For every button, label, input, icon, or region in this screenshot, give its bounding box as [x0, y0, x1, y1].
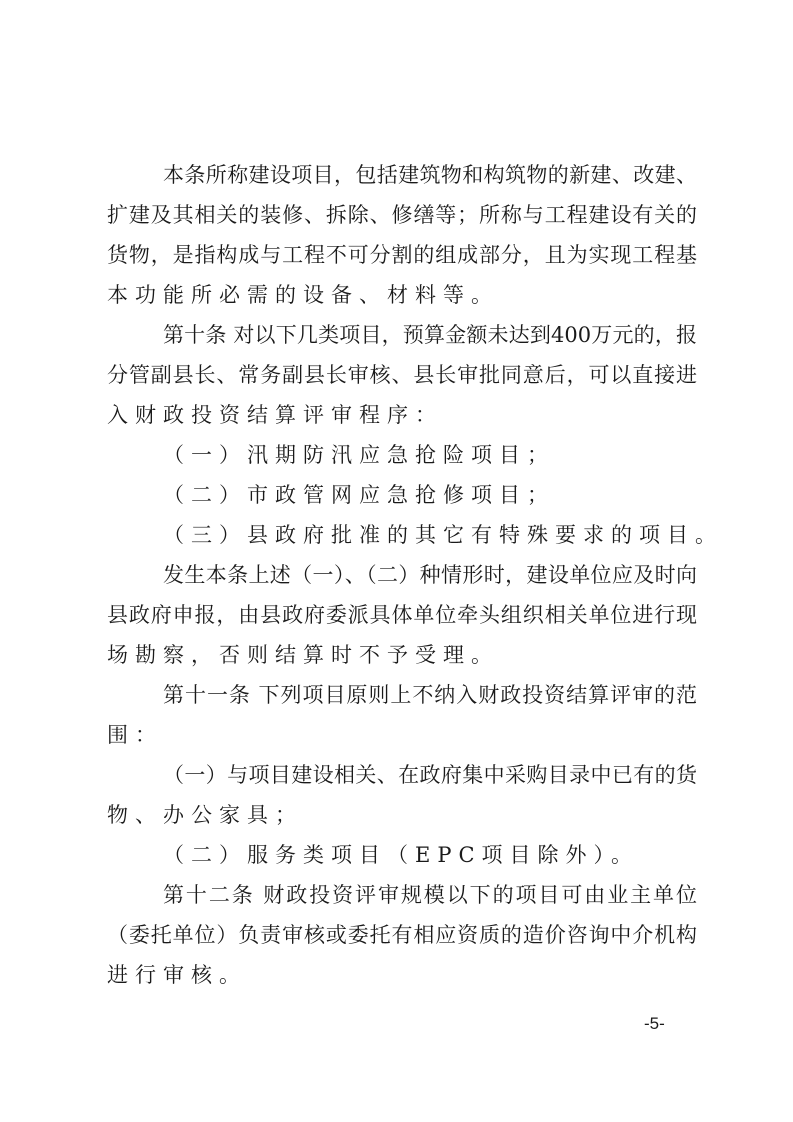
text-line: 入财政投资结算评审程序：: [107, 403, 443, 427]
text-line: 县政府申报，由县政府委派具体单位牵头组织相关单位进行现: [107, 603, 697, 627]
text-line: 扩建及其相关的装修、拆除、修缮等；所称与工程建设有关的: [107, 203, 697, 227]
text-line: 第十二条 财政投资评审规模以下的项目可由业主单位: [163, 883, 697, 907]
paragraph: [107, 515, 723, 555]
paragraph: [107, 435, 697, 475]
text-line: 本功能所必需的设备、材料等。: [107, 283, 499, 307]
document-body: [107, 155, 723, 995]
text-line: 发生本条上述（一）、（二）种情形时，建设单位应及时向: [163, 563, 697, 587]
paragraph: [107, 675, 697, 755]
paragraph: [107, 155, 697, 315]
text-line: 进行审核。: [107, 963, 247, 987]
text-line: （三）县政府批准的其它有特殊要求的项目。: [163, 523, 723, 547]
paragraph: [107, 835, 697, 875]
paragraph: [107, 755, 697, 835]
page-number: -5-: [644, 1014, 665, 1033]
paragraph: [107, 555, 697, 675]
text-line: 物、办公家具；: [107, 803, 303, 827]
text-line: （一）与项目建设相关、在政府集中采购目录中已有的货: [163, 763, 697, 787]
paragraph: [107, 875, 697, 995]
text-line: 本条所称建设项目，包括建筑物和构筑物的新建、改建、: [163, 163, 697, 187]
paragraph: [107, 475, 697, 515]
paragraph: [107, 315, 697, 435]
text-line: 分管副县长、常务副县长审核、县长审批同意后，可以直接进: [107, 363, 697, 387]
text-line: （委托单位）负责审核或委托有相应资质的造价咨询中介机构: [107, 923, 697, 947]
text-line: （二）市政管网应急抢修项目；: [163, 483, 555, 507]
text-line: 第十一条 下列项目原则上不纳入财政投资结算评审的范: [163, 683, 697, 707]
text-line: （二）服务类项目（EPC项目除外）。: [163, 843, 640, 867]
text-line: 货物，是指构成与工程不可分割的组成部分，且为实现工程基: [107, 243, 697, 267]
text-line: 场勘察，否则结算时不予受理。: [107, 643, 499, 667]
text-line: 围：: [107, 723, 163, 747]
text-line: （一）汛期防汛应急抢险项目；: [163, 443, 555, 467]
text-line: 第十条 对以下几类项目，预算金额未达到400万元的，报: [163, 323, 697, 347]
